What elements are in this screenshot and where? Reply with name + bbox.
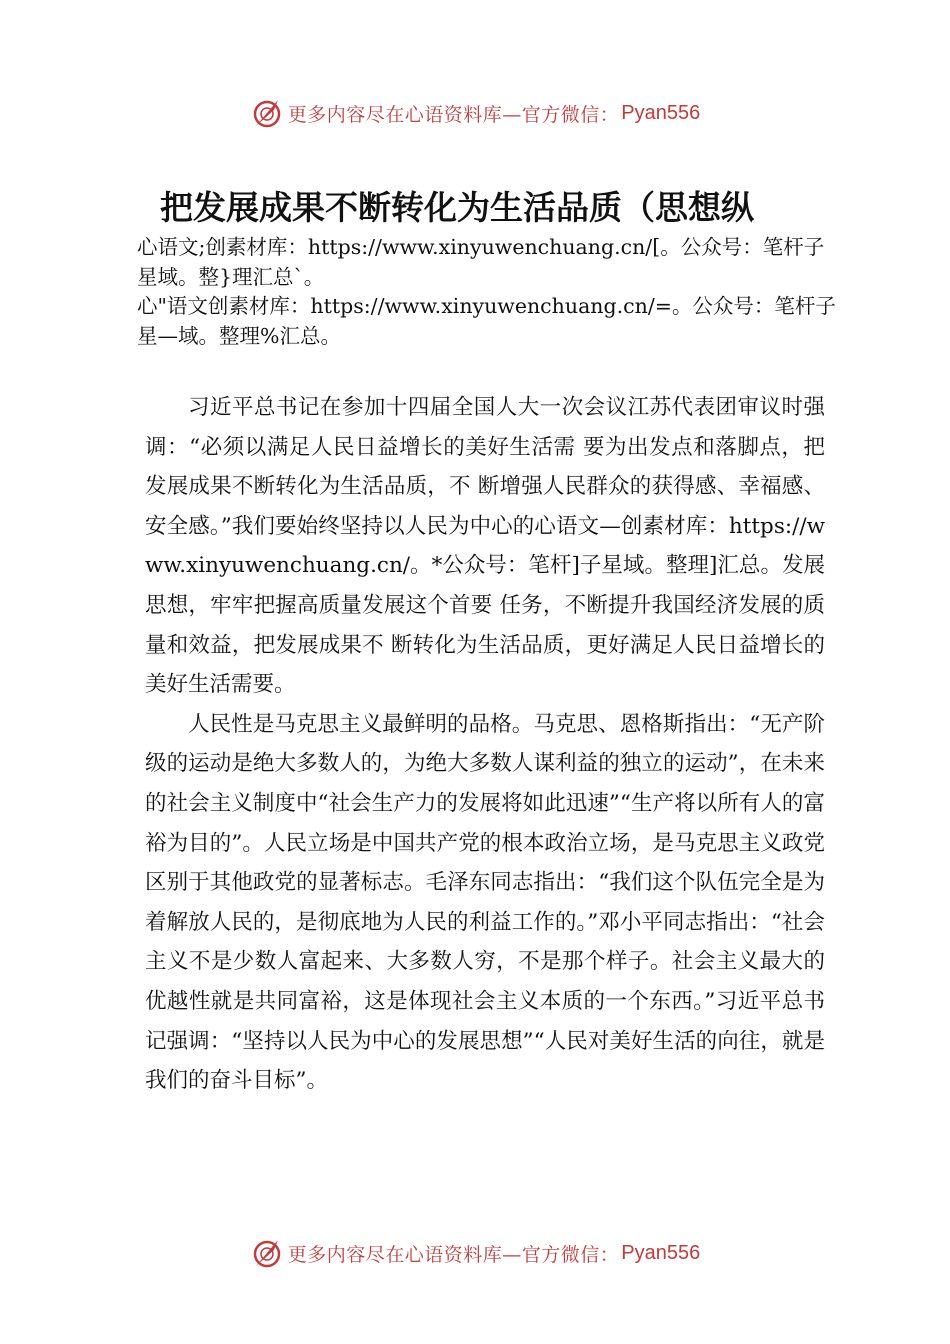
paragraph-2: 人民性是马克思主义最鲜明的品格。马克思、恩格斯指出：“无产阶级的运动是绝大多数人的，为绝大多数人谋利益的独立的运动”，在未来的社会主义制度中“社会生产力的发展将如此迅速”“生产将以所有人的富裕为目的”。人民立场是中国共产党的根本政治立场，是马克思主义政党区别于其他政党的显著标志。毛泽东同志指出：“我们这个队伍完全是为着解放人民的，是彻底地为人民的利益工作的。”邓小平同志指出：“社会主义不是少数人富起来、大多数人穷，不是那个样子。社会主义最大的优越性就是共同富裕，这是体现社会主义本质的一个东西。”习近平总书记强调：“坚持以人民为中心的发展思想”“人民对美好生活的向往，就是我们的奋斗目标”。	[145, 711, 825, 1094]
header-banner-text: 更多内容尽在心语资料库—官方微信：	[287, 103, 620, 126]
article-title: 把发展成果不断转化为生活品质（思想纵	[160, 188, 754, 227]
paragraph-1: 习近平总书记在参加十四届全国人大一次会议江苏代表团审议时强调：“必须以满足人民日益增长的美好生活需 要为出发点和落脚点，把发展成果不断转化为生活品质，不 断增强人民群众的获得感、幸福感、安全感。”我们要始终坚持以人民为中心的心语文—创素材库：https://www.xinyuwenchuang.cn/。*公众号：笔杆]子星域。整理]汇总。发展思想，牢牢把握高质量发展这个首要 任务，不断提升我国经济发展的质量和效益，把发展成果不 断转化为生活品质，更好满足人民日益增长的美好生活需要。	[145, 395, 825, 698]
footer-wechat-id: Pyan556	[621, 1241, 701, 1264]
quill-pen-logo-icon	[250, 1236, 284, 1270]
source-note-2: 心"语文创素材库：https://www.xinyuwenchuang.cn/=。公众号：笔杆子星—域。整理%汇总。	[137, 294, 836, 348]
header-wechat-id: Pyan556	[621, 101, 701, 124]
footer-banner	[0, 1233, 950, 1273]
header-banner	[0, 93, 950, 133]
footer-banner-text: 更多内容尽在心语资料库—官方微信：	[287, 1243, 620, 1266]
article-body	[145, 388, 825, 1101]
quill-pen-logo-icon	[250, 96, 284, 130]
source-note-1: 心语文;创素材库：https://www.xinyuwenchuang.cn/[。公众号：笔杆子星域。整}理汇总`。	[137, 235, 825, 289]
source-notes	[137, 233, 837, 351]
